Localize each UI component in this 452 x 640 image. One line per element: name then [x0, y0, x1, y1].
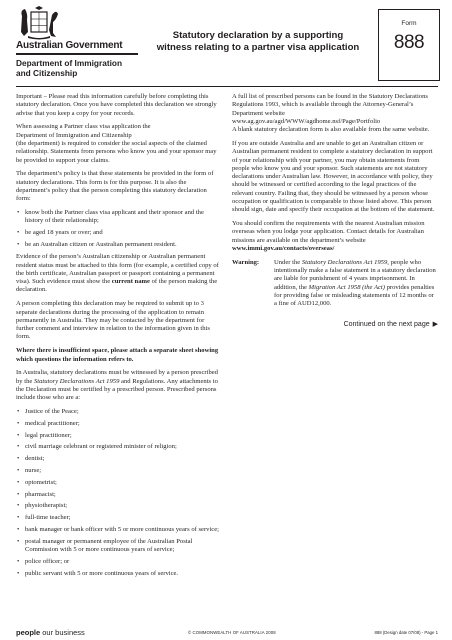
warning-act-1: Statutory Declarations Act 1959 [301, 258, 388, 266]
warning-block [232, 259, 438, 309]
immi-website-link[interactable]: www.immi.gov.au/contacts/overseas/ [232, 245, 335, 253]
evidence-paragraph [16, 253, 221, 294]
list-item: • pharmacist; [16, 491, 221, 499]
form-title-line-1: Statutory declaration by a supporting [172, 30, 344, 41]
form-title-line-2: witness relating to a partner visa application [156, 41, 360, 53]
left-column [16, 93, 221, 582]
government-name: Australian Government [16, 40, 123, 51]
form-label: Form [401, 20, 417, 27]
assessment-line-2: Department of Immigration and Citizenship [16, 131, 132, 139]
header-divider [16, 86, 438, 87]
list-item: • Justice of the Peace; [16, 408, 221, 416]
list-item: • public servant with 5 or more continuous years of service. [16, 570, 221, 578]
witness-text-end: and Regulations. Any attachments to the Declaration must be certified by a prescribed person. Prescribed persons include those who are a: [16, 377, 218, 402]
warning-label: Warning: [232, 258, 260, 266]
page-number: 888 (Design date 07/08) - Page 1 [374, 630, 438, 635]
blank-form-text: A blank statutory declaration form is also available from the same website. [232, 126, 430, 134]
list-item: • dentist; [16, 455, 221, 463]
continued-text: Continued on the next page [343, 320, 430, 328]
assessment-line-3: (the department) is required to consider the social aspects of the claimed relationship. Statements from persons who know you and your sponsor may be provided to support your claims. [16, 139, 217, 164]
footer-tagline [16, 628, 85, 637]
tagline-bold: people [16, 628, 41, 637]
warning-act-2: Migration Act 1958 (the Act) [308, 283, 385, 291]
list-item: • be an Australian citizen or Australian permanent resident. [16, 241, 221, 249]
confirm-requirements-paragraph [232, 220, 438, 253]
intro-paragraph: Important – Please read this information carefully before completing this statutory declaration. Once you have completed this declaration we strongly advise that you keep a copy for your records. [16, 93, 217, 117]
list-item: • nurse; [16, 467, 221, 475]
act-name: Statutory Declarations Act 1959 [33, 377, 120, 385]
policy-paragraph: The department’s policy is that these statements be provided in the form of statutory declarations. This form is for this purpose. It is also the department’s policy that the person completing this statutory declaration form: [16, 170, 214, 203]
witness-text: In Australia, statutory declarations must be witnessed by a person prescribed by the [16, 369, 218, 385]
department-line-1: Department of Immigration [16, 58, 123, 68]
assessment-paragraph [16, 123, 221, 164]
outside-australia-paragraph: If you are outside Australia and are unable to get an Australian citizen or Australian permanent resident to complete a statutory declaration in support of your relationship with your partner, you may obtain statements from people who know you and your sponsor. Such statements are not statutory declarations under Australian law. However, in accordance with policy, they should be witnessed or certified according to the legal practices of the relevant country. Failing that, they should be witnessed by a person whose occupation or qualification is comparable to those listed above. This person should sign, date and specify their occupation at the bottom of the statement. [232, 139, 435, 214]
list-item: • medical practitioner; [16, 420, 221, 428]
warning-text-2: , people who intentionally make a false statement in a statutory declaration are liable for punishment of 4 years imprisonment. In addition, the [274, 258, 436, 291]
warning-text-3: provides penalties for providing false or misleading statements of 12 months or a fine of AUD12,000. [274, 283, 435, 308]
list-item: • police officer; or [16, 558, 221, 566]
form-number-box [378, 9, 440, 81]
list-item: • be aged 18 years or over; and [16, 229, 221, 237]
insufficient-space-note: Where there is insufficient space, please attach a separate sheet showing which questions the information refers to. [16, 347, 219, 363]
evidence-text-end: of the person making the declaration. [16, 278, 218, 294]
prescribed-list-paragraph [232, 93, 438, 134]
confirm-requirements-text: You should confirm the requirements with the nearest Australian mission overseas when you lodge your application. Contact details for Australian missions are available on the department’s website [232, 220, 425, 244]
form-title [144, 30, 372, 53]
list-item: • full-time teacher; [16, 514, 221, 522]
prescribed-list-text: A full list of prescribed persons can be found in the Statutory Declarations Regulations 1993, which is available through the Attorney-General’s Department website [232, 93, 428, 117]
current-name-emphasis: current name [111, 278, 150, 286]
warning-text [274, 259, 438, 309]
requirements-list [16, 209, 221, 249]
list-item: • postal manager or permanent employee of the Australian Postal Commission with 5 or more continuous years of service; [16, 538, 221, 555]
copyright-notice: © COMMONWEALTH OF AUSTRALIA 2008 [188, 630, 276, 635]
list-item: • civil marriage celebrant or registered minister of religion; [16, 443, 221, 451]
ag-website-link[interactable]: www.ag.gov.au/agd/WWW/agdhome.nsf/Page/Portfolio [232, 117, 381, 125]
coat-of-arms-icon [16, 6, 62, 40]
form-number: 888 [393, 32, 425, 53]
warning-text-1: Under the [274, 258, 302, 266]
continued-note [232, 321, 438, 329]
right-column [232, 93, 438, 329]
department-line-2: and Citizenship [16, 68, 78, 78]
tagline-rest: our business [40, 628, 85, 637]
evidence-text: Evidence of the person’s Australian citizenship or Australian permanent resident status must be attached to this form (for example, a certified copy of the birth certificate, Australian passport or passport containing a permanent visa). Such evidence must show the [16, 253, 219, 286]
triangle-right-icon: ▶ [432, 320, 438, 328]
list-item: • optometrist; [16, 479, 221, 487]
list-item: • know both the Partner class visa applicant and their sponsor and the history of their relationship; [16, 209, 221, 226]
list-item: • physiotherapist; [16, 502, 221, 510]
list-item: • bank manager or bank officer with 5 or more continuous years of service; [16, 526, 221, 534]
agency-divider [16, 53, 138, 55]
declarations-paragraph: A person completing this declaration may be required to submit up to 3 separate declarations during the processing of the application to remain permanently in Australia. They may be contacted by the department for further comment and interview in relation to the information given in this form. [16, 300, 210, 341]
prescribed-persons-list [16, 408, 221, 578]
agency-block [16, 40, 138, 78]
witness-paragraph [16, 369, 221, 402]
list-item: • legal practitioner; [16, 432, 221, 440]
assessment-line-1: When assessing a Partner class visa application the [16, 123, 151, 131]
